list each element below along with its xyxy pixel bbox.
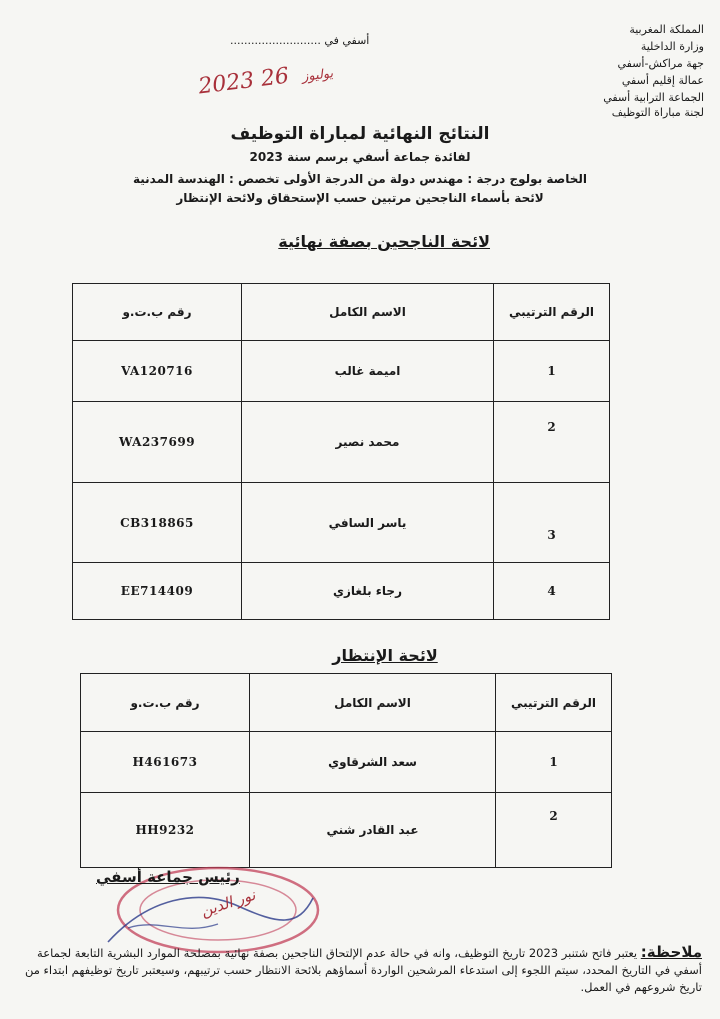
table-header-row bbox=[81, 674, 612, 732]
col-cin-header: رقم ب.ت.و bbox=[73, 284, 242, 341]
name-cell: محمد نصير bbox=[242, 402, 494, 483]
document-title: النتائج النهائية لمباراة التوظيف bbox=[230, 124, 490, 144]
cin-cell: WA237699 bbox=[73, 402, 242, 483]
table-row bbox=[81, 793, 612, 868]
signature-title: رئيس جماعة أسفي bbox=[96, 868, 240, 886]
note-paragraph bbox=[12, 944, 702, 996]
name-cell: اميمة غالب bbox=[242, 341, 494, 402]
rank-cell: 3 bbox=[494, 483, 610, 563]
cin-cell: CB318865 bbox=[73, 483, 242, 563]
name-cell: سعد الشرقاوي bbox=[250, 732, 496, 793]
rank-cell: 2 bbox=[494, 402, 610, 483]
table-row bbox=[81, 732, 612, 793]
table-header-row bbox=[73, 284, 610, 341]
name-cell: رجاء بلغازي bbox=[242, 563, 494, 620]
col-cin-header: رقم ب.ت.و bbox=[81, 674, 250, 732]
waiting-list-heading: لائحة الإنتظار bbox=[332, 646, 438, 665]
col-name-header: الاسم الكامل bbox=[242, 284, 494, 341]
table-row bbox=[73, 563, 610, 620]
document-subtitle: لفائدة جماعة أسفي برسم سنة 2023 bbox=[249, 150, 471, 164]
handwritten-month: يوليوز bbox=[301, 66, 335, 85]
cin-cell: H461673 bbox=[81, 732, 250, 793]
name-cell: ياسر السافي bbox=[242, 483, 494, 563]
handwritten-year: 2023 bbox=[197, 67, 256, 100]
header-line-prefecture: عمالة إقليم أسفي bbox=[621, 74, 704, 87]
cin-cell: HH9232 bbox=[81, 793, 250, 868]
table-row bbox=[73, 402, 610, 483]
handwritten-day: 26 bbox=[259, 63, 291, 92]
document-grade-line: الخاصة بولوج درجة : مهندس دولة من الدرجة الأولى تخصص : الهندسة المدنية bbox=[132, 172, 588, 186]
name-cell: عبد القادر شني bbox=[250, 793, 496, 868]
cin-cell: VA120716 bbox=[73, 341, 242, 402]
signature-name: نور الدين bbox=[198, 885, 258, 921]
rank-cell: 4 bbox=[494, 563, 610, 620]
final-list-table bbox=[72, 283, 610, 620]
waiting-list-table bbox=[80, 673, 612, 868]
document-list-description: لائحة بأسماء الناجحين مرتبين حسب الإستحقاق ولائحة الإنتظار bbox=[176, 191, 544, 205]
header-line-region: جهة مراكش-أسفي bbox=[617, 57, 704, 70]
col-rank-header: الرقم الترتيبي bbox=[494, 284, 610, 341]
header-line-committee: لجنة مباراة التوظيف bbox=[611, 106, 704, 119]
note-text: يعتبر فاتح شتنبر 2023 تاريخ التوظيف، وانه في حالة عدم الإلتحاق الناجحين بصفة نهائية بمصلحة الموارد البشرية التابعة لجماعة أسفي في التاريخ المحدد، سيتم اللجوء إلى استدعاء المرشحين الواردة أسماؤهم بلائحة الانتظار حسب ترتيبهم، وسيعتبر تاريخ توظيفهم ابتداء من تاريخ شروعهم في العمل. bbox=[24, 946, 702, 994]
rank-cell: 1 bbox=[494, 341, 610, 402]
final-list-heading: لائحة الناجحين بصفة نهائية bbox=[278, 232, 490, 251]
cin-cell: EE714409 bbox=[73, 563, 242, 620]
rank-cell: 2 bbox=[496, 793, 612, 868]
handwritten-date bbox=[197, 57, 340, 99]
note-label: ملاحظة: bbox=[640, 943, 702, 961]
table-row bbox=[73, 483, 610, 563]
header-line-ministry: وزارة الداخلية bbox=[640, 40, 704, 53]
header-line-kingdom: المملكة المغربية bbox=[629, 23, 704, 36]
rank-cell: 1 bbox=[496, 732, 612, 793]
place-date-line: أسفي في .......................... bbox=[230, 34, 370, 47]
table-row bbox=[73, 341, 610, 402]
col-name-header: الاسم الكامل bbox=[250, 674, 496, 732]
header-line-commune: الجماعة الترابية أسفي bbox=[603, 91, 704, 104]
col-rank-header: الرقم الترتيبي bbox=[496, 674, 612, 732]
